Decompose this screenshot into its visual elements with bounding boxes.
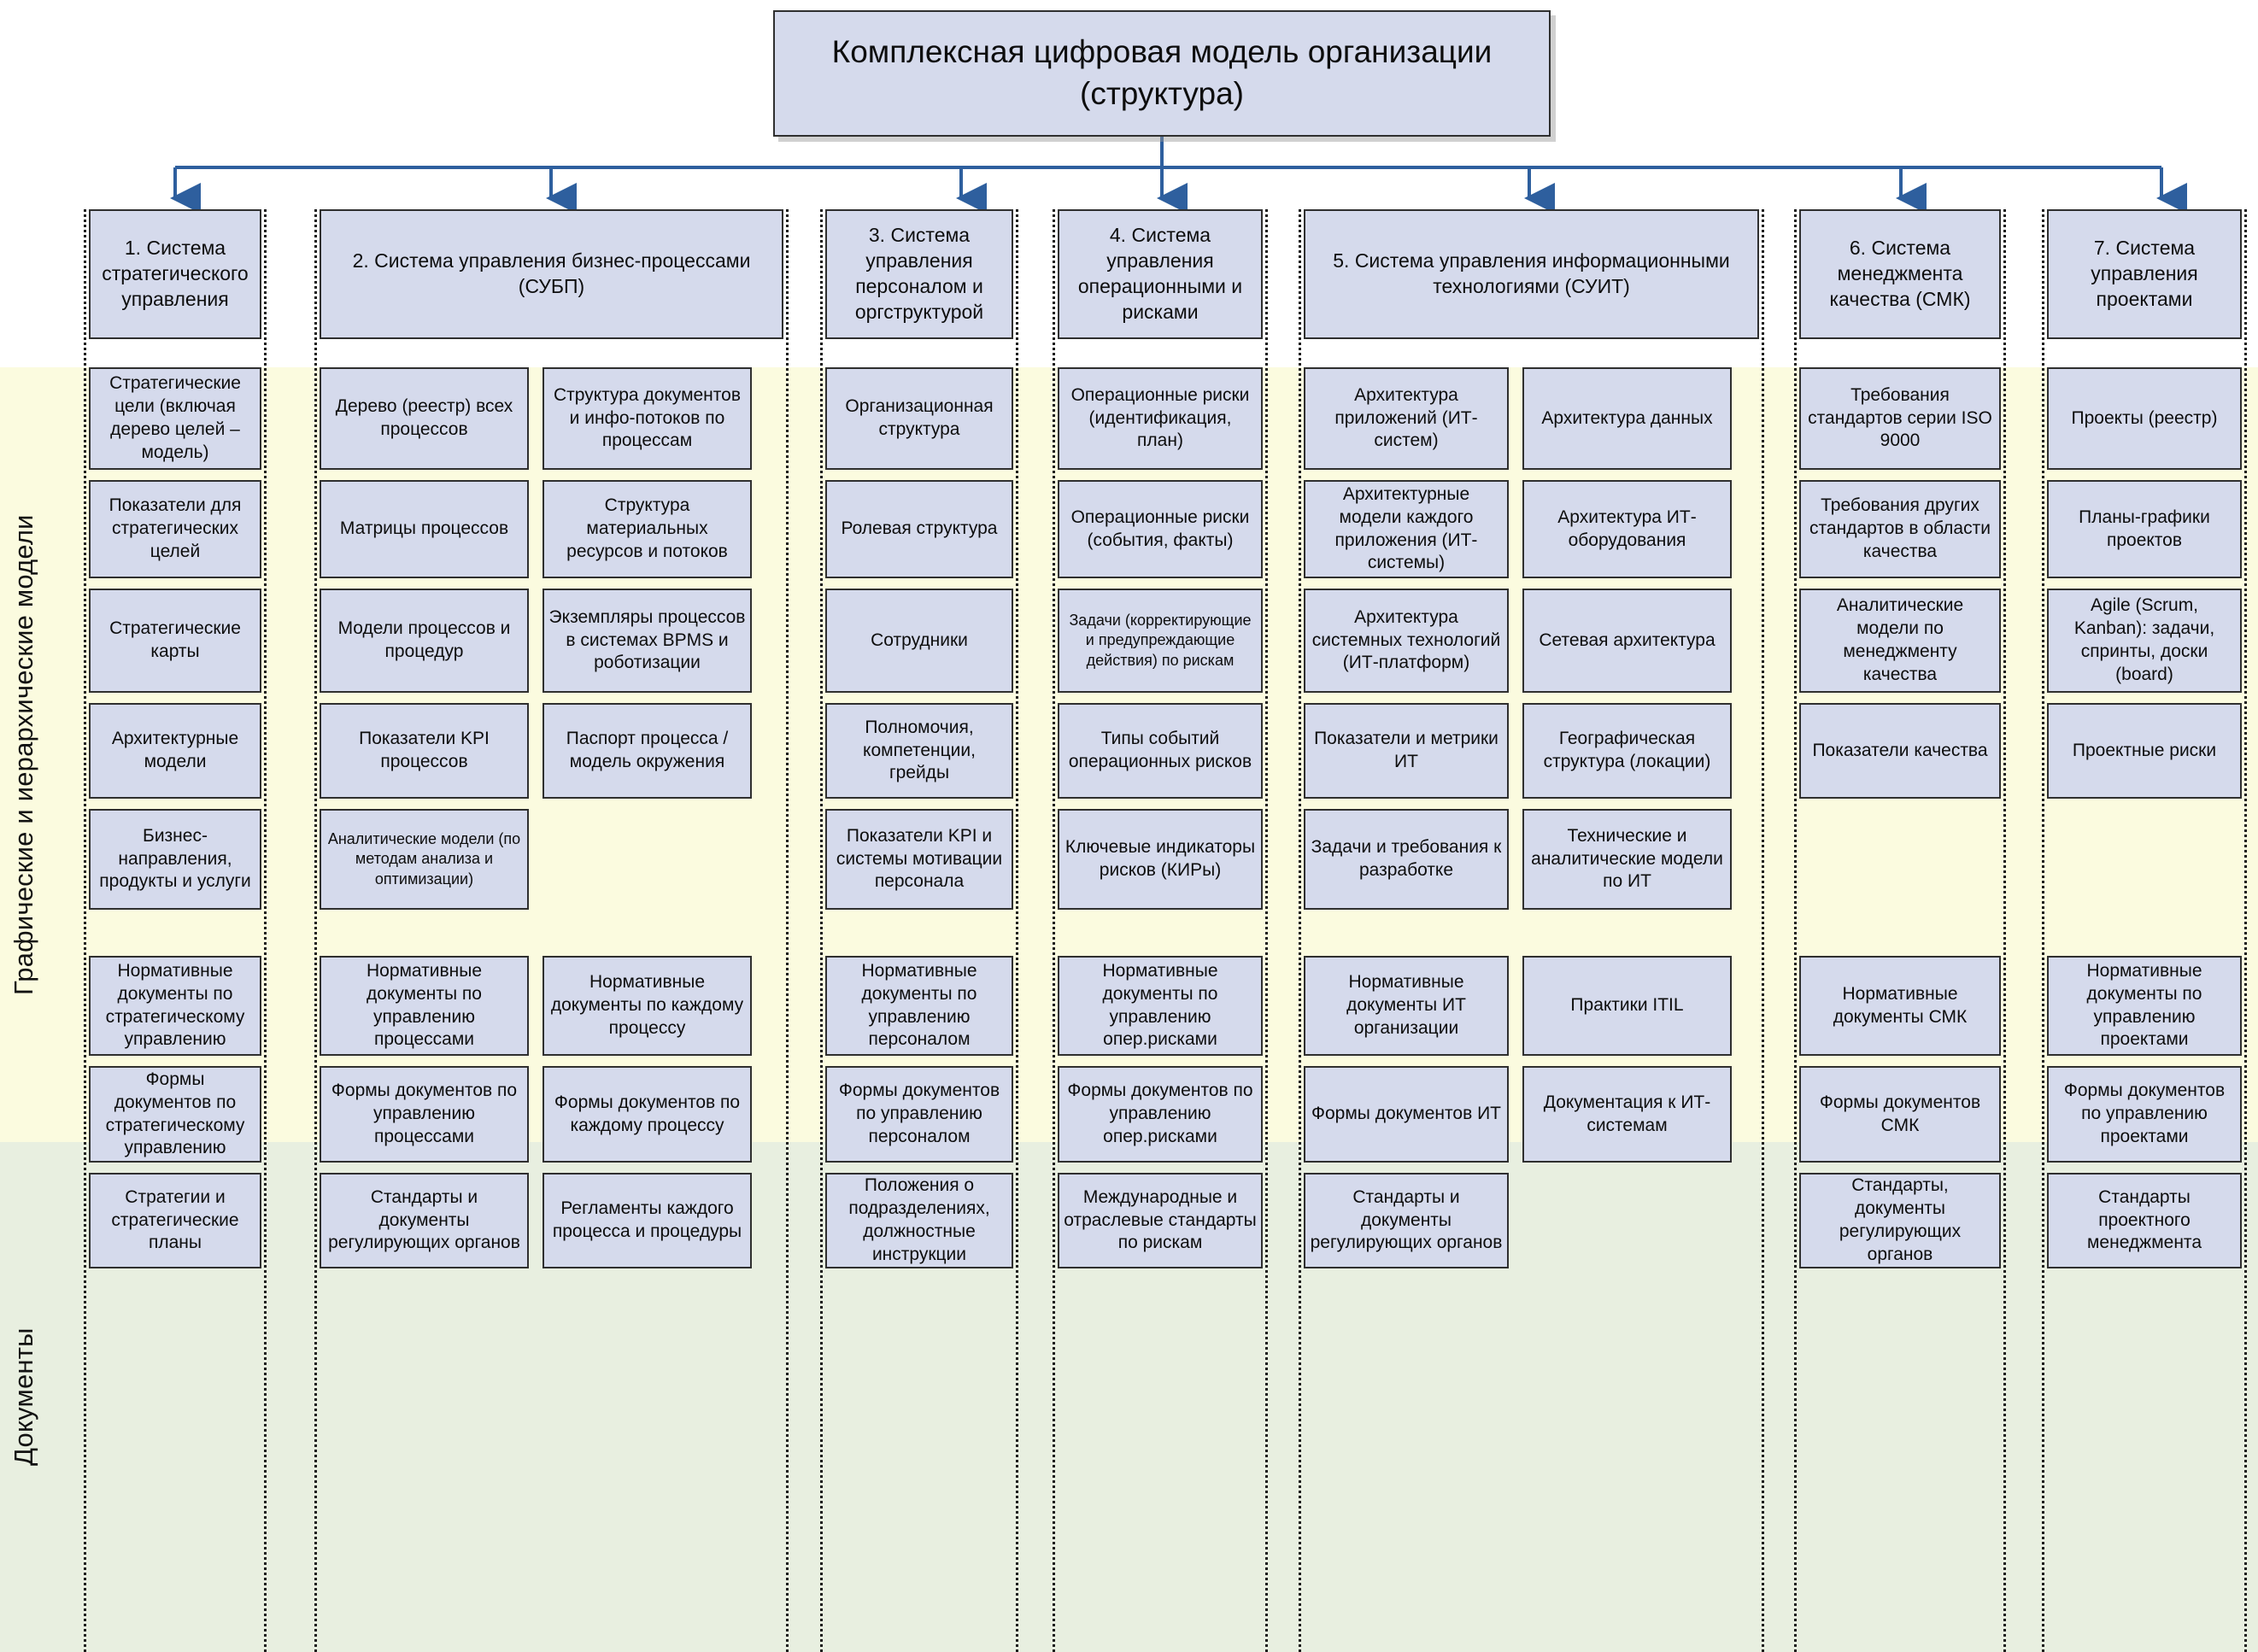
cell[interactable]: Стандарты проектного менеджмента	[2047, 1173, 2242, 1268]
column-6	[1799, 209, 2001, 339]
band-gap	[1799, 920, 2001, 946]
cell[interactable]: Стратегические цели (включая дерево целей – модель)	[89, 367, 261, 470]
cell[interactable]: Регламенты каждого процесса и процедуры	[543, 1173, 752, 1268]
cell[interactable]: Архитектурные модели	[89, 703, 261, 799]
column-4-sub-1	[1058, 367, 1263, 1268]
cell[interactable]: Нормативные документы по управлению персоналом	[825, 956, 1013, 1056]
cell-empty	[1799, 809, 2001, 910]
column-2-cells	[320, 367, 783, 1268]
band-gap	[320, 920, 529, 946]
column-7	[2047, 209, 2242, 339]
cell[interactable]: Бизнес-направления, продукты и услуги	[89, 809, 261, 910]
column-5-cells	[1304, 367, 1759, 1268]
cell[interactable]: Нормативные документы ИТ организации	[1304, 956, 1509, 1056]
cell[interactable]: Нормативные документы по управлению опер.рисками	[1058, 956, 1263, 1056]
cell[interactable]: Показатели KPI и системы мотивации персонала	[825, 809, 1013, 910]
column-7-title: 7. Система управления проектами	[2047, 209, 2242, 339]
cell[interactable]: Формы документов по управлению проектами	[2047, 1066, 2242, 1163]
column-2-sub-1	[320, 367, 529, 1268]
band-gap	[89, 920, 261, 946]
cell-empty	[2047, 809, 2242, 910]
cell[interactable]: Операционные риски (события, факты)	[1058, 480, 1263, 578]
cell[interactable]: Сотрудники	[825, 589, 1013, 693]
cell[interactable]: Сетевая архитектура	[1522, 589, 1732, 693]
cell[interactable]: Требования стандартов серии ISO 9000	[1799, 367, 2001, 470]
cell[interactable]: Agile (Scrum, Kanban): задачи, спринты, доски (board)	[2047, 589, 2242, 693]
cell[interactable]: Аналитические модели (по методам анализа и оптимизации)	[320, 809, 529, 910]
cell[interactable]: Паспорт процесса / модель окружения	[543, 703, 752, 799]
band-label-models: Графические и иерархические модели	[9, 514, 38, 995]
cell[interactable]: Формы документов по управлению опер.рисками	[1058, 1066, 1263, 1163]
column-4	[1058, 209, 1263, 339]
cell[interactable]: Географическая структура (локации)	[1522, 703, 1732, 799]
column-5-title: 5. Система управления информационными технологиями (СУИТ)	[1304, 209, 1759, 339]
cell[interactable]: Операционные риски (идентификация, план)	[1058, 367, 1263, 470]
cell[interactable]: Архитектура системных технологий (ИТ-платформ)	[1304, 589, 1509, 693]
band-gap	[2047, 920, 2242, 946]
column-4-cells	[1058, 367, 1263, 1268]
column-6-sub-1	[1799, 367, 2001, 1268]
cell[interactable]: Дерево (реестр) всех процессов	[320, 367, 529, 470]
cell[interactable]: Полномочия, компетенции, грейды	[825, 703, 1013, 799]
cell[interactable]: Документация к ИТ-системам	[1522, 1066, 1732, 1163]
column-4-title: 4. Система управления операционными и рисками	[1058, 209, 1263, 339]
column-1-title: 1. Система стратегического управления	[89, 209, 261, 339]
column-3-title: 3. Система управления персоналом и оргструктурой	[825, 209, 1013, 339]
cell[interactable]: Аналитические модели по менеджменту качества	[1799, 589, 2001, 693]
column-3-cells	[825, 367, 1013, 1268]
cell[interactable]: Стратегии и стратегические планы	[89, 1173, 261, 1268]
cell[interactable]: Нормативные документы по стратегическому управлению	[89, 956, 261, 1056]
cell[interactable]: Модели процессов и процедур	[320, 589, 529, 693]
cell[interactable]: Показатели для стратегических целей	[89, 480, 261, 578]
cell[interactable]: Формы документов по управлению персоналом	[825, 1066, 1013, 1163]
cell[interactable]: Формы документов СМК	[1799, 1066, 2001, 1163]
cell[interactable]: Стратегические карты	[89, 589, 261, 693]
cell[interactable]: Нормативные документы по управлению процессами	[320, 956, 529, 1056]
cell[interactable]: Практики ITIL	[1522, 956, 1732, 1056]
band-gap	[543, 920, 752, 946]
column-5-sub-2	[1522, 367, 1732, 1268]
column-2-sub-2	[543, 367, 752, 1268]
cell[interactable]: Показатели и метрики ИТ	[1304, 703, 1509, 799]
column-1-sub-1	[89, 367, 261, 1268]
band-gap	[825, 920, 1013, 946]
column-2	[320, 209, 783, 339]
column-5-sub-1	[1304, 367, 1509, 1268]
band-gap	[1058, 920, 1263, 946]
cell[interactable]: Стандарты и документы регулирующих органов	[1304, 1173, 1509, 1268]
cell[interactable]: Стандарты и документы регулирующих органов	[320, 1173, 529, 1268]
column-1	[89, 209, 261, 339]
cell[interactable]: Формы документов по каждому процессу	[543, 1066, 752, 1163]
cell[interactable]: Положения о подразделениях, должностные инструкции	[825, 1173, 1013, 1268]
cell[interactable]: Технические и аналитические модели по ИТ	[1522, 809, 1732, 910]
cell[interactable]: Задачи (корректирующие и предупреждающие действия) по рискам	[1058, 589, 1263, 693]
column-3	[825, 209, 1013, 339]
column-6-cells	[1799, 367, 2001, 1268]
cell[interactable]: Структура материальных ресурсов и потоков	[543, 480, 752, 578]
cell[interactable]: Матрицы процессов	[320, 480, 529, 578]
band-gap	[1522, 920, 1732, 946]
cell[interactable]: Экземпляры процессов в системах BPMS и роботизации	[543, 589, 752, 693]
cell[interactable]: Нормативные документы по каждому процессу	[543, 956, 752, 1056]
column-6-title: 6. Система менеджмента качества (СМК)	[1799, 209, 2001, 339]
cell[interactable]: Структура документов и инфо-потоков по процессам	[543, 367, 752, 470]
cell-empty	[1522, 1173, 1732, 1268]
cell[interactable]: Проекты (реестр)	[2047, 367, 2242, 470]
cell[interactable]: Задачи и требования к разработке	[1304, 809, 1509, 910]
cell[interactable]: Формы документов ИТ	[1304, 1066, 1509, 1163]
column-3-sub-1	[825, 367, 1013, 1268]
cell[interactable]: Ключевые индикаторы рисков (КИРы)	[1058, 809, 1263, 910]
cell[interactable]: Архитектурные модели каждого приложения (ИТ-системы)	[1304, 480, 1509, 578]
cell[interactable]: Стандарты, документы регулирующих органов	[1799, 1173, 2001, 1268]
band-gap	[1304, 920, 1509, 946]
cell[interactable]: Показатели качества	[1799, 703, 2001, 799]
column-1-cells	[89, 367, 261, 1268]
cell[interactable]: Проектные риски	[2047, 703, 2242, 799]
cell[interactable]: Ролевая структура	[825, 480, 1013, 578]
cell[interactable]: Типы событий операционных рисков	[1058, 703, 1263, 799]
cell[interactable]: Требования других стандартов в области качества	[1799, 480, 2001, 578]
cell[interactable]: Формы документов по стратегическому управлению	[89, 1066, 261, 1163]
cell[interactable]: Архитектура ИТ-оборудования	[1522, 480, 1732, 578]
column-7-sub-1	[2047, 367, 2242, 1268]
column-2-title: 2. Система управления бизнес-процессами (СУБП)	[320, 209, 783, 339]
root-title-box: Комплексная цифровая модель организации (структура)	[773, 10, 1551, 137]
column-7-cells	[2047, 367, 2242, 1268]
cell[interactable]: Планы-графики проектов	[2047, 480, 2242, 578]
cell[interactable]: Показатели KPI процессов	[320, 703, 529, 799]
cell-empty	[543, 809, 752, 910]
band-label-documents: Документы	[9, 1327, 38, 1467]
cell[interactable]: Формы документов по управлению процессами	[320, 1066, 529, 1163]
cell[interactable]: Нормативные документы по управлению проектами	[2047, 956, 2242, 1056]
cell[interactable]: Нормативные документы СМК	[1799, 956, 2001, 1056]
column-5	[1304, 209, 1759, 339]
cell[interactable]: Архитектура приложений (ИТ-систем)	[1304, 367, 1509, 470]
cell[interactable]: Архитектура данных	[1522, 367, 1732, 470]
cell[interactable]: Организационная структура	[825, 367, 1013, 470]
cell[interactable]: Международные и отраслевые стандарты по рискам	[1058, 1173, 1263, 1268]
